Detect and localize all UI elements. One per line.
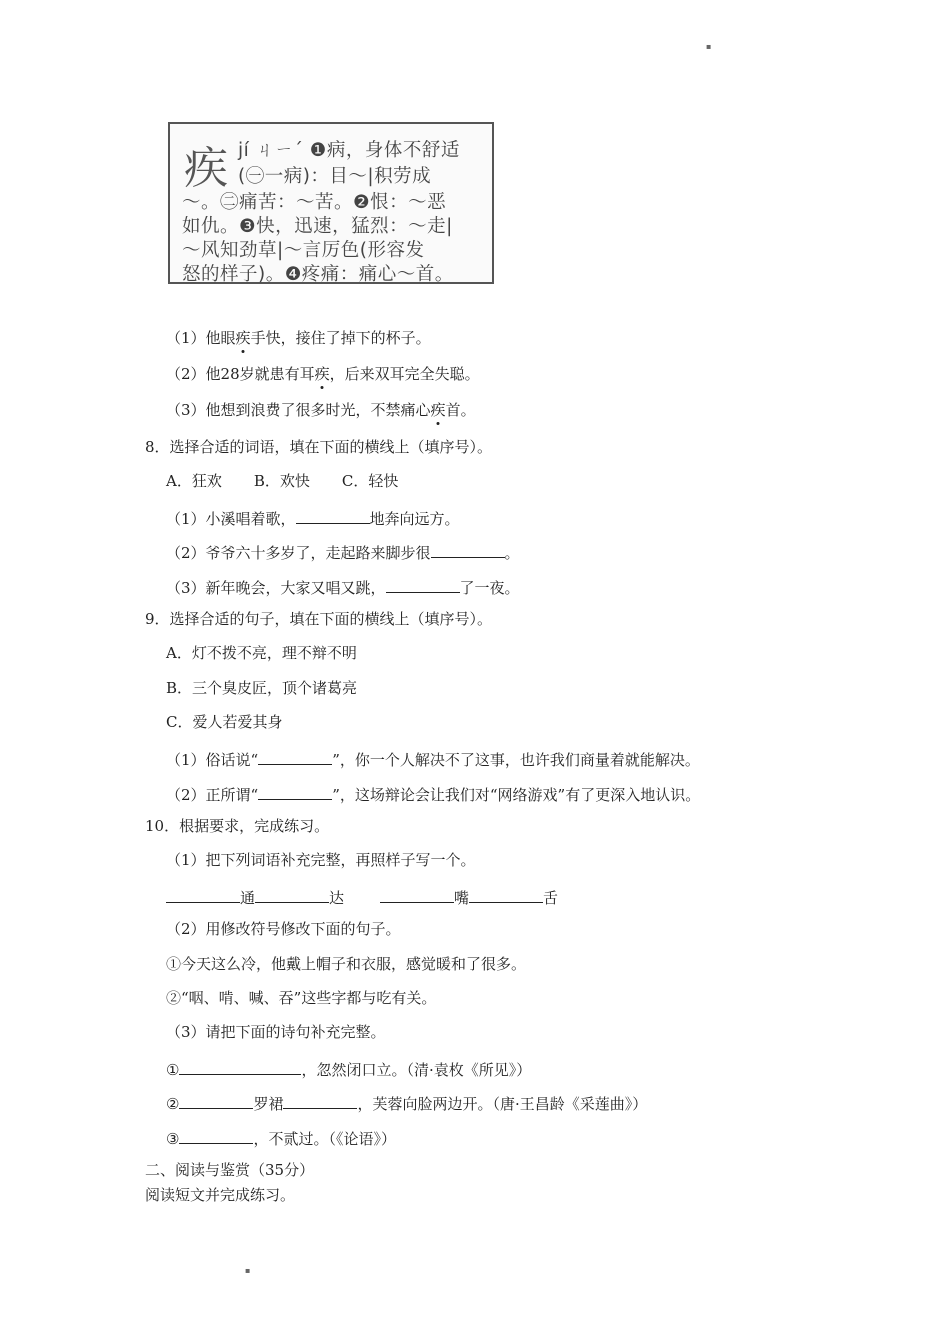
answer-blank[interactable] — [179, 1094, 253, 1109]
q10-title: 10．根据要求，完成练习。 — [145, 817, 330, 835]
q7-sentence-3: （3）他想到浪费了很多时光，不禁痛心疾首。 — [166, 401, 476, 419]
answer-blank[interactable] — [386, 578, 460, 593]
q8-sentence-1: （1）小溪唱着歌， 地奔向远方。 — [166, 510, 460, 528]
q10-poem-1: ① ，忽然闭口立。（清·袁枚《所见》） — [166, 1061, 532, 1079]
dictionary-line: jí ㄐㄧˊ ❶病，身体不舒适 — [238, 140, 460, 161]
q10-part-1: （1）把下列词语补充完整，再照样子写一个。 — [166, 851, 476, 869]
dictionary-char: 疾 — [184, 143, 228, 194]
dictionary-line: ～风知劲草|～言厉色(形容发 — [182, 240, 425, 261]
dictionary-line: (㊀一病)：目～|积劳成 — [238, 166, 432, 187]
answer-blank[interactable] — [166, 888, 240, 903]
q8-option-b: B．欢快 — [253, 472, 310, 490]
page-mark-bottom: ▪ — [245, 1266, 251, 1275]
q8-option-c: C．轻快 — [341, 472, 399, 490]
answer-blank[interactable] — [258, 785, 332, 800]
q9-option-b: B．三个臭皮匠，顶个诸葛亮 — [166, 679, 358, 697]
q10-poem-2: ② 罗裙 ，芙蓉向脸两边开。（唐·王昌龄《采莲曲》） — [166, 1095, 648, 1113]
answer-blank[interactable] — [469, 888, 543, 903]
dictionary-line: 怒的样子)。❹疼痛：痛心～首。 — [182, 264, 454, 285]
q8-options — [166, 474, 430, 489]
q7-sentence-2: （2）他28岁就患有耳疾，后来双耳完全失聪。 — [166, 365, 480, 383]
q7-sentence-1: （1）他眼疾手快，接住了掉下的杯子。 — [166, 329, 431, 347]
section-2-intro: 阅读短文并完成练习。 — [145, 1186, 296, 1204]
q8-title: 8．选择合适的词语，填在下面的横线上（填序号）。 — [145, 438, 493, 456]
q8-sentence-2: （2）爷爷六十多岁了，走起路来脚步很 。 — [166, 544, 520, 562]
answer-blank[interactable] — [431, 543, 505, 558]
dictionary-line: 如仇。❸快，迅速，猛烈：～走| — [182, 216, 453, 237]
q10-part-2: （2）用修改符号修改下面的句子。 — [166, 920, 401, 938]
answer-blank[interactable] — [380, 888, 454, 903]
q9-option-c: C．爱人若爱其身 — [166, 713, 283, 731]
answer-blank[interactable] — [179, 1129, 253, 1144]
section-2-title: 二、阅读与鉴赏（35分） — [145, 1161, 315, 1179]
q9-option-a: A．灯不拨不亮，理不辩不明 — [166, 644, 357, 662]
q9-sentence-2: （2）正所谓“ ”，这场辩论会让我们对“网络游戏”有了更深入地认识。 — [166, 786, 701, 804]
dictionary-line: ～。㊁痛苦：～苦。❷恨：～恶 — [182, 192, 447, 213]
answer-blank[interactable] — [179, 1060, 301, 1075]
answer-blank[interactable] — [283, 1094, 357, 1109]
q9-title: 9．选择合适的句子，填在下面的横线上（填序号）。 — [145, 610, 493, 628]
answer-blank[interactable] — [296, 509, 370, 524]
q8-option-a: A．狂欢 — [166, 472, 222, 490]
answer-blank[interactable] — [258, 750, 332, 765]
q10-part-2-sentence-b: ②“咽、啃、喊、吞”这些字都与吃有关。 — [166, 989, 437, 1007]
dictionary-entry-image — [168, 122, 494, 284]
q10-word-blanks: 通 达 嘴 舌 — [166, 888, 558, 906]
answer-blank[interactable] — [255, 888, 329, 903]
q10-part-3: （3）请把下面的诗句补充完整。 — [166, 1023, 386, 1041]
q10-poem-3: ③ ，不贰过。（《论语》） — [166, 1130, 396, 1148]
q9-sentence-1: （1）俗话说“ ”，你一个人解决不了这事，也许我们商量着就能解决。 — [166, 751, 700, 769]
page-mark-top: ▪ — [706, 42, 712, 51]
q8-sentence-3: （3）新年晚会，大家又唱又跳， 了一夜。 — [166, 579, 520, 597]
q10-part-2-sentence-a: ①今天这么冷，他戴上帽子和衣服，感觉暖和了很多。 — [166, 955, 527, 973]
